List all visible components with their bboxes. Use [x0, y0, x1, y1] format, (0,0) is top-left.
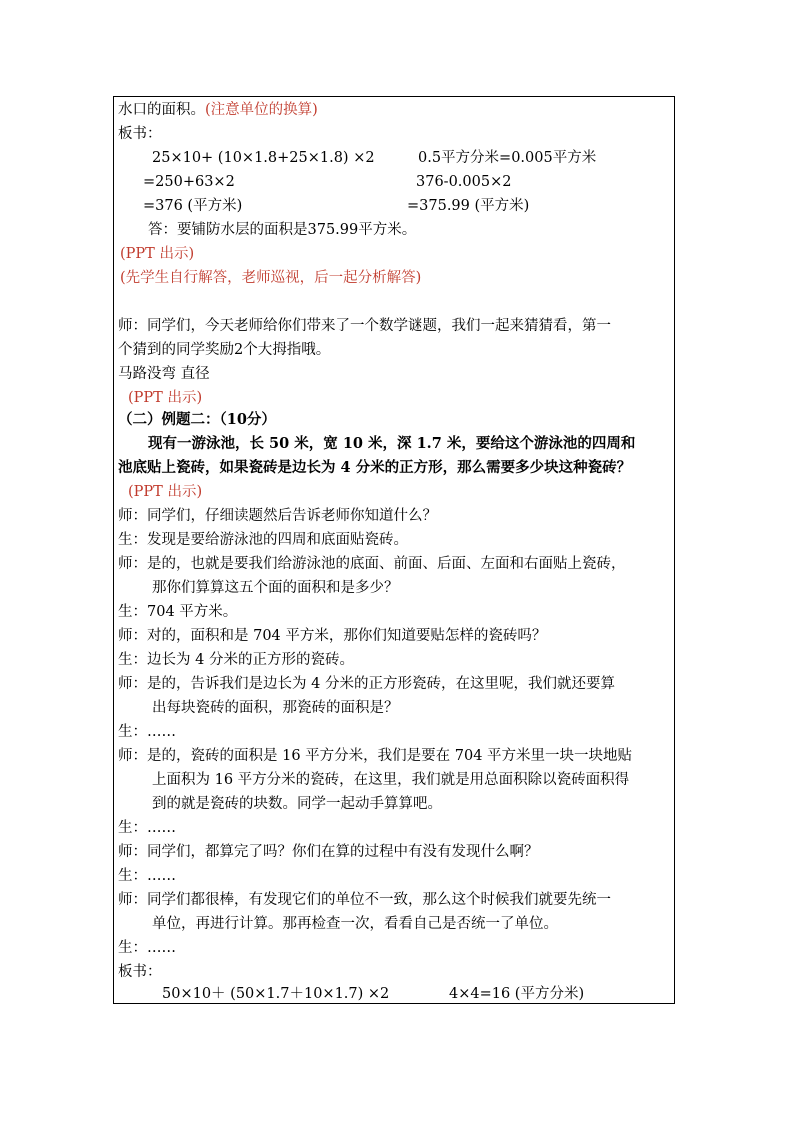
dialogue-line: 生：…… [118, 940, 176, 956]
dialogue-line: 师：同学们，都算完了吗？你们在算的过程中有没有发现什么啊？ [118, 844, 539, 860]
board1-row2-right: 376-0.005×2 [416, 174, 512, 190]
board1-row1-right: 0.5平方分米=0.005平方米 [418, 150, 597, 166]
ppt-note-1: (PPT 出示) [120, 246, 195, 262]
example-2-problem-line-2: 池底贴上瓷砖，如果瓷砖是边长为 4 分米的正方形，那么需要多少块这种瓷砖？ [118, 459, 632, 476]
dialogue-line: 师：是的，告诉我们是边长为 4 分米的正方形瓷砖，在这里呢，我们就还要算 [118, 676, 615, 692]
dialogue-line: 上面积为 16 平方分米的瓷砖，在这里，我们就是用总面积除以瓷砖面积得 [152, 772, 630, 788]
board-label: 板书： [118, 126, 162, 142]
continuation-text: 水口的面积。 [118, 102, 205, 118]
example-2-problem-line-1: 现有一游泳池，长 50 米，宽 10 米，深 1.7 米，要给这个游泳池的四周和 [148, 435, 636, 452]
dialogue-line: 师：同学们，仔细读题然后告诉老师你知道什么？ [118, 508, 437, 524]
board-label: 板书： [118, 964, 162, 980]
board1-row3-left: =376 (平方米) [143, 198, 243, 214]
dialogue-line: 生：…… [118, 820, 176, 836]
dialogue-line: 师：是的，也就是要我们给游泳池的底面、前面、后面、左面和右面贴上瓷砖， [118, 556, 626, 572]
board1-row3-right: =375.99 (平方米) [407, 198, 530, 214]
dialogue-line: 师：是的，瓷砖的面积是 16 平方分米，我们是要在 704 平方米里一块一块地贴 [118, 748, 633, 764]
riddle-line-2: 个猜到的同学奖励2个大拇指哦。 [118, 342, 331, 358]
dialogue-line: 生：边长为 4 分米的正方形的瓷砖。 [118, 652, 354, 668]
ppt-note-3: (PPT 出示) [128, 484, 203, 500]
dialogue-line: 师：同学们都很棒，有发现它们的单位不一致，那么这个时候我们就要先统一 [118, 892, 611, 908]
ppt-note-2: (PPT 出示) [128, 390, 203, 406]
example-2-heading: （二）例题二：（10分） [118, 411, 276, 428]
dialogue-line: 生：704 平方米。 [118, 604, 238, 620]
dialogue-line: 到的就是瓷砖的块数。同学一起动手算算吧。 [152, 796, 442, 812]
teaching-instruction: (先学生自行解答，老师巡视，后一起分析解答) [120, 270, 422, 286]
continuation-line [118, 100, 318, 120]
dialogue-line: 生：发现是要给游泳池的四周和底面贴瓷砖。 [118, 532, 408, 548]
dialogue-line: 那你们算算这五个面的面积和是多少？ [152, 580, 399, 596]
board1-answer: 答：要铺防水层的面积是375.99平方米。 [148, 222, 417, 238]
board1-row2-left: =250+63×2 [143, 174, 235, 190]
dialogue-line: 师：对的，面积和是 704 平方米，那你们知道要贴怎样的瓷砖吗？ [118, 628, 547, 644]
board2-row1-left: 50×10＋ (50×1.7＋10×1.7) ×2 [162, 986, 390, 1002]
dialogue-line: 生：…… [118, 868, 176, 884]
riddle-answer: 马路没弯 直径 [118, 366, 210, 382]
board1-row1-left: 25×10+ (10×1.8+25×1.8) ×2 [152, 150, 375, 166]
dialogue-line: 出每块瓷砖的面积，那瓷砖的面积是？ [152, 700, 399, 716]
dialogue-line: 生：…… [118, 724, 176, 740]
board2-row1-right: 4×4=16 (平方分米) [449, 986, 585, 1002]
dialogue-line: 单位，再进行计算。那再检查一次，看看自己是否统一了单位。 [152, 916, 558, 932]
unit-conversion-note: (注意单位的换算) [205, 102, 318, 118]
riddle-line-1: 师：同学们，今天老师给你们带来了一个数学谜题，我们一起来猜猜看，第一 [118, 318, 611, 334]
